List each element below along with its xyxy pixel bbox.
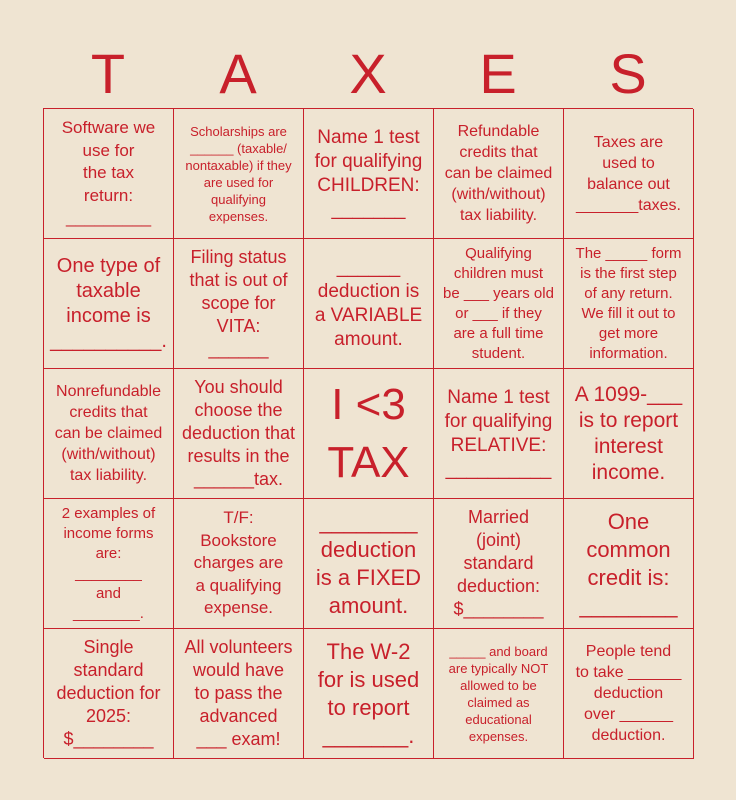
bingo-cell-r1c1[interactable] bbox=[44, 109, 174, 239]
bingo-cell-r4c5[interactable] bbox=[564, 499, 694, 629]
bingo-title bbox=[43, 40, 693, 108]
bingo-cell-r5c5[interactable] bbox=[564, 629, 694, 759]
cell-text: Name 1 test for qualifying CHILDREN: _______ bbox=[314, 126, 423, 220]
bingo-cell-r2c3[interactable] bbox=[304, 239, 434, 369]
bingo-cell-r4c3[interactable] bbox=[304, 499, 434, 629]
cell-text: Nonrefundable credits that can be claimed (with/without) tax liability. bbox=[54, 383, 163, 484]
title-letter-a: A bbox=[219, 42, 257, 105]
bingo-cell-r5c2[interactable] bbox=[174, 629, 304, 759]
cell-text: T/F: Bookstore charges are a qualifying expense. bbox=[193, 508, 284, 618]
cell-text: Taxes are used to balance out _______taxes. bbox=[576, 133, 681, 214]
cell-text: ________ deduction is a FIXED amount. bbox=[315, 508, 422, 618]
bingo-cell-r3c5[interactable] bbox=[564, 369, 694, 499]
cell-text: Single standard deduction for 2025: $________ bbox=[56, 637, 161, 749]
bingo-cell-r2c1[interactable] bbox=[44, 239, 174, 369]
bingo-cell-r2c2[interactable] bbox=[174, 239, 304, 369]
bingo-cell-r5c4[interactable] bbox=[434, 629, 564, 759]
bingo-cell-r1c3[interactable] bbox=[304, 109, 434, 239]
title-letter-t: T bbox=[90, 42, 126, 105]
cell-text: One type of taxable income is __________. bbox=[50, 254, 167, 352]
title-letter-s: S bbox=[609, 42, 647, 105]
cell-text: Name 1 test for qualifying RELATIVE: __________ bbox=[444, 386, 553, 480]
cell-text: One common credit is: ________ bbox=[579, 508, 678, 618]
bingo-cell-r2c4[interactable] bbox=[434, 239, 564, 369]
bingo-cell-r1c4[interactable] bbox=[434, 109, 564, 239]
cell-text: People tend to take ______ deduction over ______ deduction. bbox=[575, 643, 682, 744]
title-letter-x: X bbox=[349, 42, 387, 105]
bingo-cell-r1c5[interactable] bbox=[564, 109, 694, 239]
bingo-grid bbox=[43, 108, 693, 758]
bingo-cell-r4c2[interactable] bbox=[174, 499, 304, 629]
cell-text: _____ and board are typically NOT allowed to be claimed as educational expenses. bbox=[448, 643, 549, 744]
bingo-cell-r2c5[interactable] bbox=[564, 239, 694, 369]
bingo-cell-r1c2[interactable] bbox=[174, 109, 304, 239]
free-space-text: I <3 TAX bbox=[327, 379, 410, 487]
bingo-cell-r3c2[interactable] bbox=[174, 369, 304, 499]
cell-text: Married (joint) standard deduction: $________ bbox=[453, 507, 544, 619]
bingo-cell-r3c1[interactable] bbox=[44, 369, 174, 499]
bingo-cell-r3c4[interactable] bbox=[434, 369, 564, 499]
cell-text: A 1099-___ is to report interest income. bbox=[574, 382, 683, 484]
bingo-cell-r4c1[interactable] bbox=[44, 499, 174, 629]
cell-text: The W-2 for is used to report _______. bbox=[317, 638, 420, 748]
cell-text: You should choose the deduction that results in the ______tax. bbox=[181, 377, 296, 489]
cell-text: Qualifying children must be ___ years old or ___ if they are a full time student. bbox=[443, 244, 554, 362]
bingo-cell-r4c4[interactable] bbox=[434, 499, 564, 629]
cell-text: Filing status that is out of scope for VITA: ______ bbox=[189, 247, 288, 359]
title-letter-e: E bbox=[479, 42, 517, 105]
cell-text: Refundable credits that can be claimed (with/without) tax liability. bbox=[444, 123, 553, 224]
cell-text: The _____ form is the first step of any return. We fill it out to get more information. bbox=[575, 244, 682, 362]
bingo-cell-r5c3[interactable] bbox=[304, 629, 434, 759]
cell-text: ______ deduction is a VARIABLE amount. bbox=[314, 256, 423, 350]
bingo-cell-free[interactable] bbox=[304, 369, 434, 499]
cell-text: Software we use for the tax return: _________ bbox=[61, 118, 156, 228]
cell-text: All volunteers would have to pass the advanced ___ exam! bbox=[184, 637, 293, 749]
cell-text: Scholarships are ______ (taxable/ nontaxable) if they are used for qualifying expenses. bbox=[185, 123, 292, 224]
bingo-cell-r5c1[interactable] bbox=[44, 629, 174, 759]
cell-text: 2 examples of income forms are: ________ and ________. bbox=[61, 504, 156, 622]
